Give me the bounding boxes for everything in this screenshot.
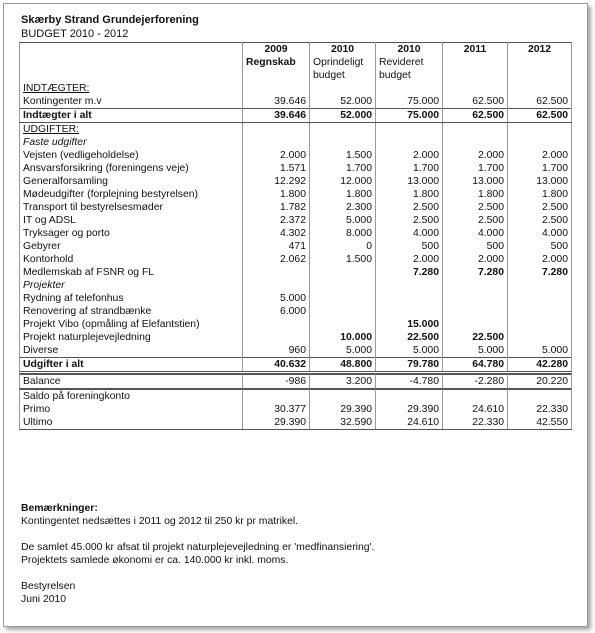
signature-date: Juni 2010: [21, 594, 67, 605]
row-label: INDTÆGTER:: [20, 82, 243, 95]
value-cell: 39.646: [243, 109, 310, 123]
value-cell: 13.000: [508, 175, 572, 188]
value-cell: [508, 390, 572, 404]
value-cell: 29.390: [376, 403, 443, 416]
row-label: Projekter: [20, 279, 243, 292]
value-cell: 2.000: [243, 149, 310, 162]
value-cell: [443, 292, 508, 305]
value-cell: 2.300: [310, 201, 376, 214]
value-cell: 1.800: [310, 188, 376, 201]
value-cell: -4.780: [376, 375, 443, 389]
row-label: Projekt Vibo (opmåling af Elefantstien): [20, 318, 243, 331]
value-cell: 29.390: [310, 403, 376, 416]
value-cell: [376, 305, 443, 318]
row-label: Gebyrer: [20, 240, 243, 253]
value-cell: 48.800: [310, 358, 376, 373]
value-cell: 1.500: [310, 253, 376, 266]
table-row: [20, 149, 572, 162]
row-label: Rydning af telefonhus: [20, 292, 243, 305]
value-cell: 2.000: [443, 149, 508, 162]
row-label: Kontorhold: [20, 253, 243, 266]
table-row: [20, 175, 572, 188]
table-row: [20, 344, 572, 358]
value-cell: 4.302: [243, 227, 310, 240]
value-cell: 2.000: [376, 253, 443, 266]
value-cell: [443, 305, 508, 318]
signature-board: Bestyrelsen: [21, 581, 76, 592]
document-title: Skærby Strand Grundejerforening: [21, 14, 199, 26]
value-cell: 12.000: [310, 175, 376, 188]
value-cell: [508, 136, 572, 149]
header-sub: [243, 69, 310, 82]
value-cell: 30.377: [243, 403, 310, 416]
row-label: Vejsten (vedligeholdelse): [20, 149, 243, 162]
value-cell: 40.632: [243, 358, 310, 373]
value-cell: [376, 279, 443, 292]
value-cell: 1.500: [310, 149, 376, 162]
value-cell: 1.800: [508, 188, 572, 201]
value-cell: 0: [310, 240, 376, 253]
value-cell: [243, 82, 310, 95]
table-row: [20, 214, 572, 227]
value-cell: 1.800: [376, 188, 443, 201]
value-cell: 2.500: [443, 201, 508, 214]
value-cell: 5.000: [443, 344, 508, 358]
value-cell: 15.000: [376, 318, 443, 331]
header-sub: [443, 69, 508, 82]
value-cell: 2.372: [243, 214, 310, 227]
value-cell: -2.280: [443, 375, 508, 389]
value-cell: 12.292: [243, 175, 310, 188]
value-cell: 1.700: [508, 162, 572, 175]
table-row: [20, 266, 572, 279]
value-cell: 500: [508, 240, 572, 253]
header-row-sub2: [20, 69, 572, 82]
value-cell: 1.700: [310, 162, 376, 175]
value-cell: [376, 82, 443, 95]
row-label: Indtægter i alt: [20, 109, 243, 123]
value-cell: 2.000: [508, 149, 572, 162]
value-cell: 8.000: [310, 227, 376, 240]
value-cell: 75.000: [376, 109, 443, 123]
value-cell: 24.610: [376, 416, 443, 430]
value-cell: 4.000: [443, 227, 508, 240]
header-sub: budget: [376, 69, 443, 82]
value-cell: 22.330: [443, 416, 508, 430]
value-cell: 7.280: [443, 266, 508, 279]
value-cell: 1.571: [243, 162, 310, 175]
value-cell: 42.550: [508, 416, 572, 430]
value-cell: 24.610: [443, 403, 508, 416]
value-cell: 2.500: [376, 201, 443, 214]
value-cell: 7.280: [376, 266, 443, 279]
header-sub: Oprindeligt: [310, 56, 376, 69]
row-label: Diverse: [20, 344, 243, 358]
table-row: [20, 331, 572, 344]
value-cell: 500: [376, 240, 443, 253]
value-cell: 4.000: [376, 227, 443, 240]
table-row: [20, 201, 572, 214]
header-sub: [508, 56, 572, 69]
value-cell: 20.220: [508, 375, 572, 389]
value-cell: 1.800: [443, 188, 508, 201]
value-cell: -986: [243, 375, 310, 389]
header-year: 2011: [443, 43, 508, 57]
value-cell: [508, 82, 572, 95]
value-cell: 2.500: [376, 214, 443, 227]
value-cell: [243, 279, 310, 292]
value-cell: [310, 390, 376, 404]
value-cell: 2.000: [376, 149, 443, 162]
value-cell: 75.000: [376, 95, 443, 109]
table-row: [20, 403, 572, 416]
value-cell: 1.700: [376, 162, 443, 175]
row-label: Udgifter i alt: [20, 358, 243, 373]
header-year: 2010: [376, 43, 443, 57]
table-row: [20, 292, 572, 305]
value-cell: 471: [243, 240, 310, 253]
value-cell: [243, 318, 310, 331]
value-cell: [376, 123, 443, 136]
value-cell: 5.000: [243, 292, 310, 305]
value-cell: [376, 292, 443, 305]
value-cell: [508, 318, 572, 331]
value-cell: [508, 279, 572, 292]
value-cell: 62.500: [443, 109, 508, 123]
value-cell: [508, 292, 572, 305]
value-cell: 22.500: [443, 331, 508, 344]
value-cell: [508, 305, 572, 318]
value-cell: 10.000: [310, 331, 376, 344]
header-sub: [443, 56, 508, 69]
notes-line: Projektets samlede økonomi er ca. 140.000 kr inkl. moms.: [21, 555, 289, 566]
value-cell: [310, 136, 376, 149]
value-cell: 1.800: [243, 188, 310, 201]
value-cell: 5.000: [310, 344, 376, 358]
notes-line: De samlet 45.000 kr afsat til projekt naturplejevejledning er 'medfinansiering'.: [21, 542, 375, 553]
table-row: [20, 188, 572, 201]
notes-heading: Bemærkninger:: [21, 503, 98, 514]
row-label: Ansvarsforsikring (foreningens veje): [20, 162, 243, 175]
header-label-cell: [20, 43, 243, 57]
value-cell: 2.500: [508, 214, 572, 227]
table-row: [20, 136, 572, 149]
header-label-cell: [20, 56, 243, 69]
value-cell: 22.330: [508, 403, 572, 416]
value-cell: [243, 266, 310, 279]
value-cell: 7.280: [508, 266, 572, 279]
value-cell: 62.500: [508, 95, 572, 109]
table-row: [20, 358, 572, 373]
value-cell: 79.780: [376, 358, 443, 373]
header-sub: Revideret: [376, 56, 443, 69]
table-row: [20, 95, 572, 109]
value-cell: 2.000: [508, 253, 572, 266]
value-cell: [310, 292, 376, 305]
row-label: Renovering af strandbænke: [20, 305, 243, 318]
value-cell: 1.700: [443, 162, 508, 175]
value-cell: 3.200: [310, 375, 376, 389]
notes-line: Kontingentet nedsættes i 2011 og 2012 til 250 kr pr matrikel.: [21, 516, 299, 527]
header-sub: Regnskab: [243, 56, 310, 69]
value-cell: 2.500: [508, 201, 572, 214]
header-year: 2010: [310, 43, 376, 57]
value-cell: 62.500: [508, 109, 572, 123]
header-row-years: [20, 43, 572, 57]
value-cell: 500: [443, 240, 508, 253]
value-cell: [376, 136, 443, 149]
value-cell: 52.000: [310, 109, 376, 123]
value-cell: 42.280: [508, 358, 572, 373]
value-cell: [310, 82, 376, 95]
table-row: [20, 82, 572, 95]
value-cell: 6.000: [243, 305, 310, 318]
value-cell: [443, 279, 508, 292]
table-row: [20, 375, 572, 389]
value-cell: 39.646: [243, 95, 310, 109]
value-cell: [310, 279, 376, 292]
table-row: [20, 253, 572, 266]
row-label: IT og ADSL: [20, 214, 243, 227]
value-cell: 13.000: [443, 175, 508, 188]
row-label: Faste udgifter: [20, 136, 243, 149]
value-cell: [443, 390, 508, 404]
value-cell: 64.780: [443, 358, 508, 373]
value-cell: [310, 123, 376, 136]
row-label: Balance: [20, 375, 243, 389]
row-label: Tryksager og porto: [20, 227, 243, 240]
header-label-cell: [20, 69, 243, 82]
table-row: [20, 240, 572, 253]
table-row: [20, 305, 572, 318]
value-cell: 1.782: [243, 201, 310, 214]
table-row: [20, 162, 572, 175]
document-subtitle: BUDGET 2010 - 2012: [21, 28, 129, 40]
value-cell: [376, 390, 443, 404]
row-label: Projekt naturplejevejledning: [20, 331, 243, 344]
value-cell: 52.000: [310, 95, 376, 109]
value-cell: 2.500: [443, 214, 508, 227]
value-cell: 13.000: [376, 175, 443, 188]
value-cell: 5.000: [376, 344, 443, 358]
value-cell: [443, 318, 508, 331]
value-cell: [243, 123, 310, 136]
header-year: 2009: [243, 43, 310, 57]
row-label: Kontingenter m.v: [20, 95, 243, 109]
table-row: [20, 279, 572, 292]
table-row: [20, 416, 572, 430]
value-cell: 2.000: [443, 253, 508, 266]
value-cell: [243, 390, 310, 404]
row-label: Ultimo: [20, 416, 243, 430]
value-cell: 2.062: [243, 253, 310, 266]
value-cell: 5.000: [508, 344, 572, 358]
value-cell: 62.500: [443, 95, 508, 109]
value-cell: [310, 266, 376, 279]
row-label: Mødeudgifter (forplejning bestyrelsen): [20, 188, 243, 201]
value-cell: [508, 123, 572, 136]
table-row: [20, 109, 572, 123]
budget-table: [19, 42, 572, 430]
value-cell: [243, 331, 310, 344]
row-label: Saldo på foreningkonto: [20, 390, 243, 404]
row-label: Transport til bestyrelsesmøder: [20, 201, 243, 214]
row-label: UDGIFTER:: [20, 123, 243, 136]
row-label: Medlemskab af FSNR og FL: [20, 266, 243, 279]
table-row: [20, 390, 572, 404]
row-label: Primo: [20, 403, 243, 416]
value-cell: 22.500: [376, 331, 443, 344]
table-row: [20, 227, 572, 240]
value-cell: [508, 331, 572, 344]
value-cell: [243, 136, 310, 149]
value-cell: [443, 136, 508, 149]
notes-section: [21, 502, 374, 606]
header-sub: [508, 69, 572, 82]
header-year: 2012: [508, 43, 572, 57]
value-cell: [443, 123, 508, 136]
header-row-sub: [20, 56, 572, 69]
value-cell: 960: [243, 344, 310, 358]
value-cell: 4.000: [508, 227, 572, 240]
header-sub: budget: [310, 69, 376, 82]
value-cell: [310, 318, 376, 331]
table-row: [20, 123, 572, 136]
value-cell: 29.390: [243, 416, 310, 430]
value-cell: 5.000: [310, 214, 376, 227]
value-cell: 32.590: [310, 416, 376, 430]
value-cell: [310, 305, 376, 318]
table-row: [20, 318, 572, 331]
row-label: Generalforsamling: [20, 175, 243, 188]
value-cell: [443, 82, 508, 95]
